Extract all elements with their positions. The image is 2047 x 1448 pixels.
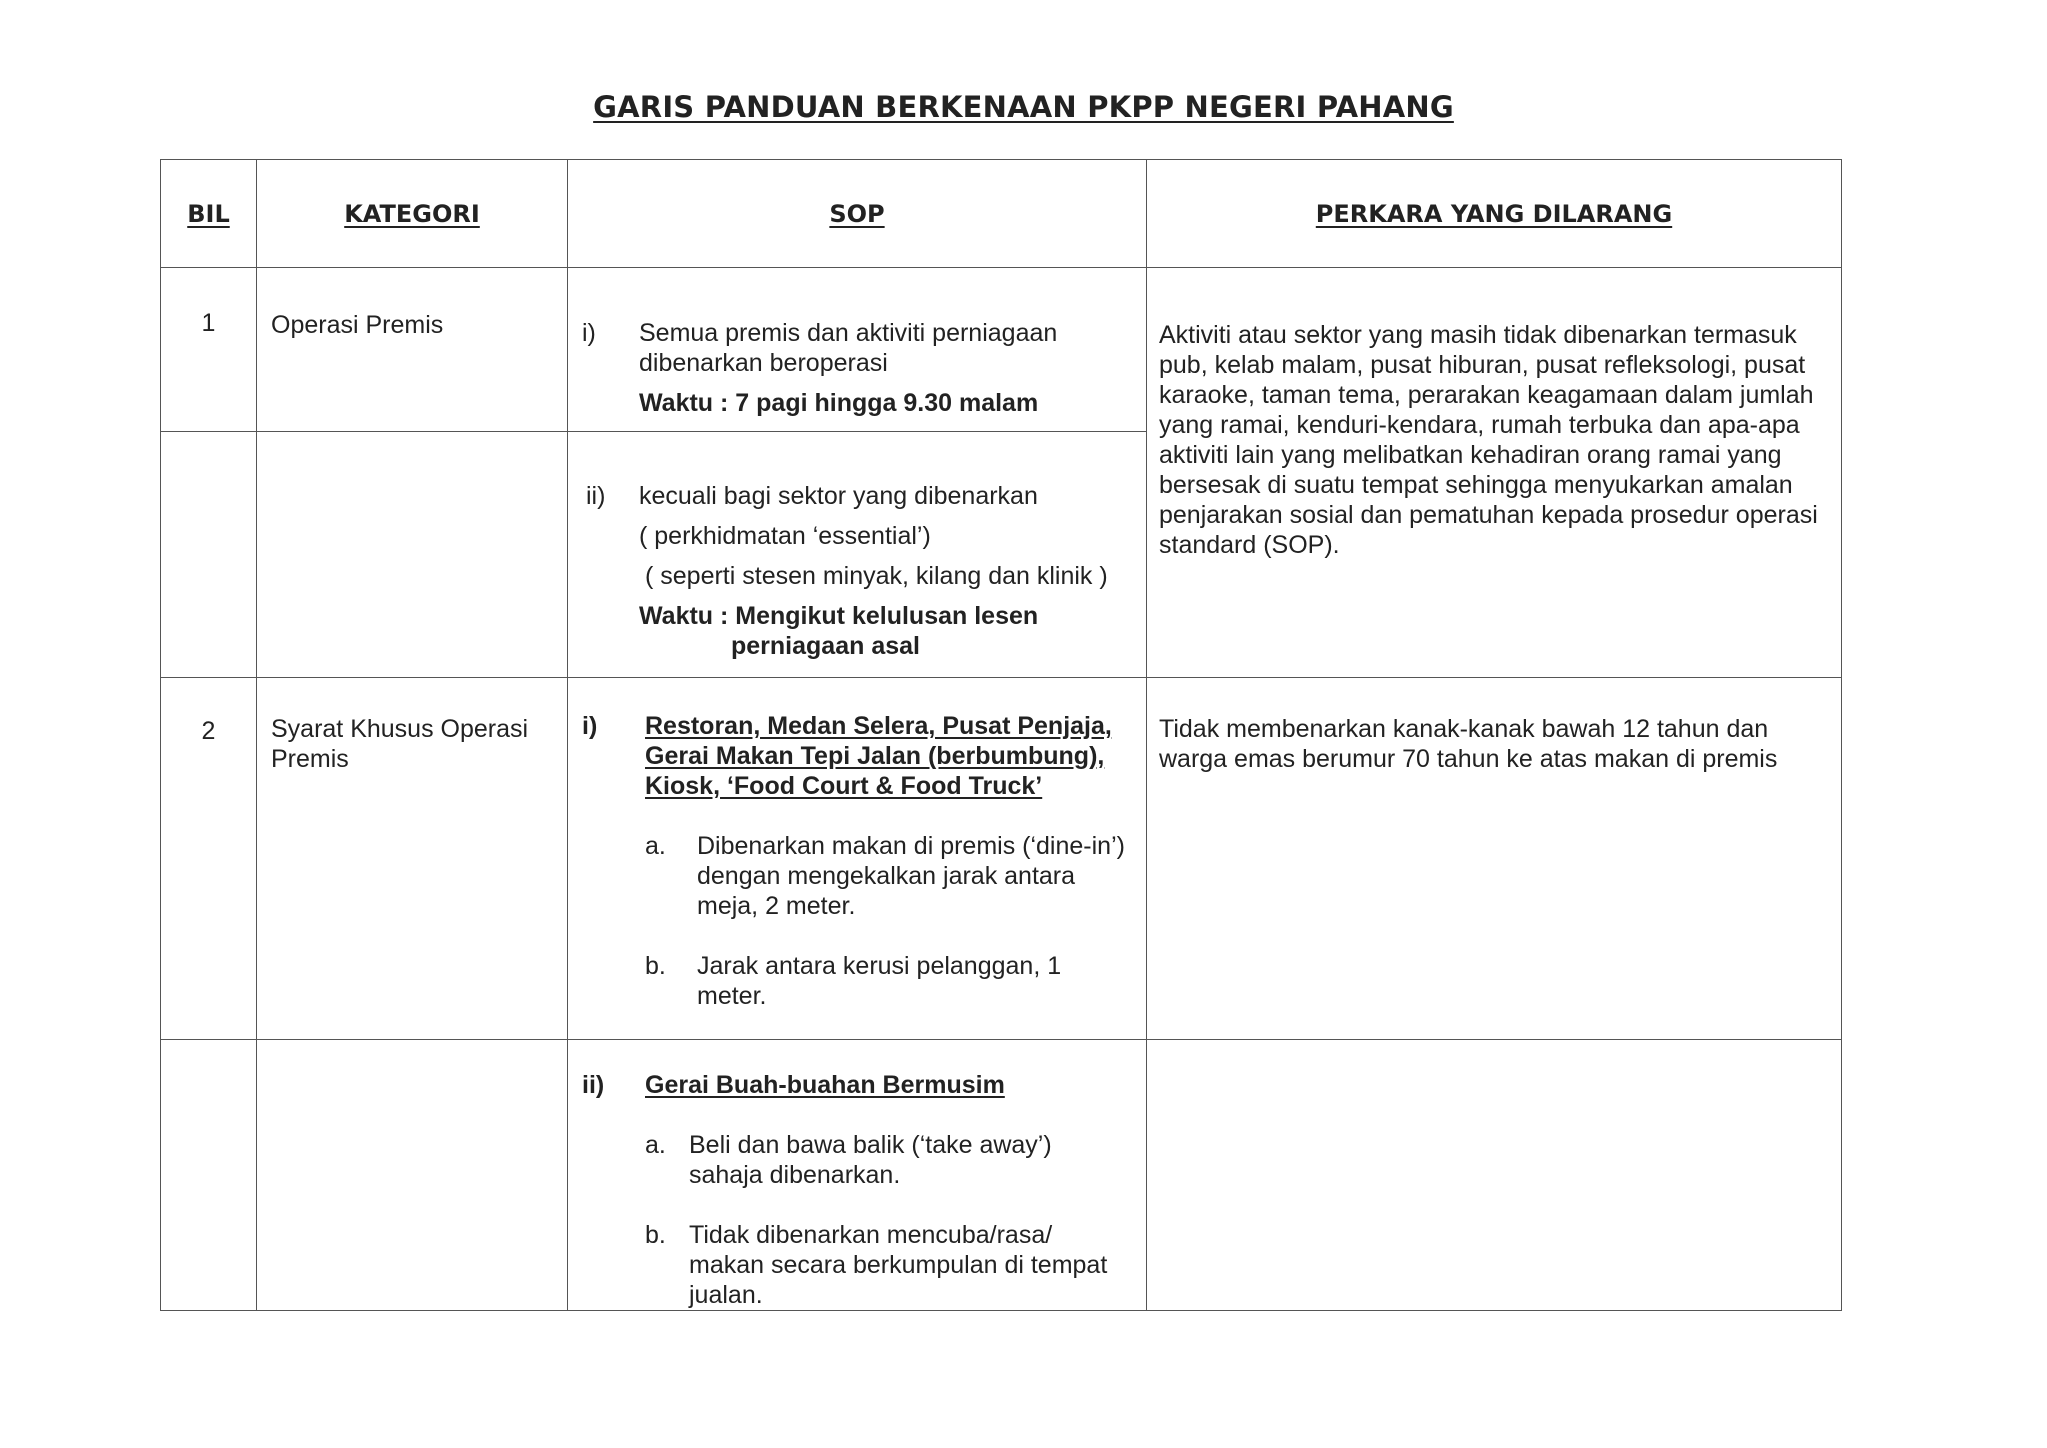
subitem-text: Dibenarkan makan di premis (‘dine-in’) dengan mengekalkan jarak antara meja, 2 meter.	[697, 832, 1125, 920]
cell-perkara	[1147, 678, 1842, 1040]
subitem-text: Beli dan bawa balik (‘take away’) sahaja dibenarkan.	[689, 1131, 1052, 1189]
subitem-marker: b.	[645, 1221, 666, 1249]
cell-sop	[568, 432, 1147, 678]
category-label: Syarat Khusus Operasi Premis	[271, 715, 529, 773]
cell-kategori	[257, 432, 568, 678]
row-number: 2	[201, 717, 216, 745]
prohibited-text: Aktiviti atau sektor yang masih tidak dibenarkan termasuk pub, kelab malam, pusat hiburan, pusat refleksologi, pusat karaoke, taman tema, perarakan keagamaan dalam jumlah yang ramai, kenduri-kendara, rumah terbuka dan apa-apa aktiviti lain yang melibatkan kehadiran orang ramai yang bersesak di suatu tempat sehingga menyukarkan amalan penjarakan sosial dan pematuhan kepada prosedur operasi standard (SOP).	[1159, 321, 1818, 559]
sop-hours: Waktu : 7 pagi hingga 9.30 malam	[639, 389, 1039, 417]
cell-sop	[568, 1040, 1147, 1311]
header-kategori: KATEGORI	[257, 160, 568, 268]
row-number: 1	[201, 309, 216, 337]
cell-perkara	[1147, 268, 1842, 678]
cell-kategori	[257, 1040, 568, 1311]
sop-item	[582, 481, 1126, 661]
subitem-marker: b.	[645, 952, 666, 980]
header-perkara: PERKARA YANG DILARANG	[1147, 160, 1842, 268]
sop-line: ( perkhidmatan ‘essential’)	[639, 522, 931, 550]
table-row	[161, 1040, 1842, 1311]
sop-heading: Gerai Buah-buahan Bermusim	[645, 1071, 1005, 1099]
cell-bil	[161, 268, 257, 432]
subitem-marker: a.	[645, 832, 666, 860]
sop-heading: Restoran, Medan Selera, Pusat Penjaja, Gerai Makan Tepi Jalan (berbumbung), Kiosk, ‘Food Court & Food Truck’	[645, 712, 1112, 800]
sop-line: ( seperti stesen minyak, kilang dan klinik )	[645, 562, 1108, 590]
table-row	[161, 268, 1842, 432]
item-marker: ii)	[582, 1071, 605, 1099]
subitem-marker: a.	[645, 1131, 666, 1159]
item-marker: ii)	[586, 482, 606, 510]
document-title: GARIS PANDUAN BERKENAAN PKPP NEGERI PAHANG	[593, 90, 1454, 124]
sop-line: kecuali bagi sektor yang dibenarkan	[639, 482, 1038, 510]
table-row	[161, 678, 1842, 1040]
item-marker: i)	[582, 319, 596, 347]
sop-subitem	[645, 1220, 1126, 1310]
category-label: Operasi Premis	[271, 311, 444, 339]
cell-bil	[161, 678, 257, 1040]
cell-sop	[568, 678, 1147, 1040]
cell-bil	[161, 1040, 257, 1311]
guideline-table	[160, 159, 1842, 1311]
header-bil: BIL	[161, 160, 257, 268]
sop-item	[582, 318, 1126, 418]
sop-item	[582, 1070, 1126, 1310]
cell-perkara	[1147, 1040, 1842, 1311]
subitem-text: Tidak dibenarkan mencuba/rasa/ makan secara berkumpulan di tempat jualan.	[689, 1221, 1108, 1309]
subitem-text: Jarak antara kerusi pelanggan, 1 meter.	[697, 952, 1062, 1010]
sop-line: Semua premis dan aktiviti perniagaan	[639, 319, 1058, 347]
sop-item	[582, 711, 1126, 1011]
table-header-row	[161, 160, 1842, 268]
cell-kategori	[257, 678, 568, 1040]
cell-kategori	[257, 268, 568, 432]
sop-subitem	[645, 1130, 1126, 1190]
sop-hours: perniagaan asal	[731, 632, 920, 660]
prohibited-text: Tidak membenarkan kanak-kanak bawah 12 tahun dan warga emas berumur 70 tahun ke atas makan di premis	[1159, 715, 1778, 773]
sop-line: dibenarkan beroperasi	[639, 349, 888, 377]
item-marker: i)	[582, 712, 598, 740]
sop-hours: Waktu : Mengikut kelulusan lesen	[639, 602, 1039, 630]
header-sop: SOP	[568, 160, 1147, 268]
cell-bil	[161, 432, 257, 678]
cell-sop	[568, 268, 1147, 432]
sop-subitem	[645, 831, 1126, 921]
sop-subitem	[645, 951, 1126, 1011]
